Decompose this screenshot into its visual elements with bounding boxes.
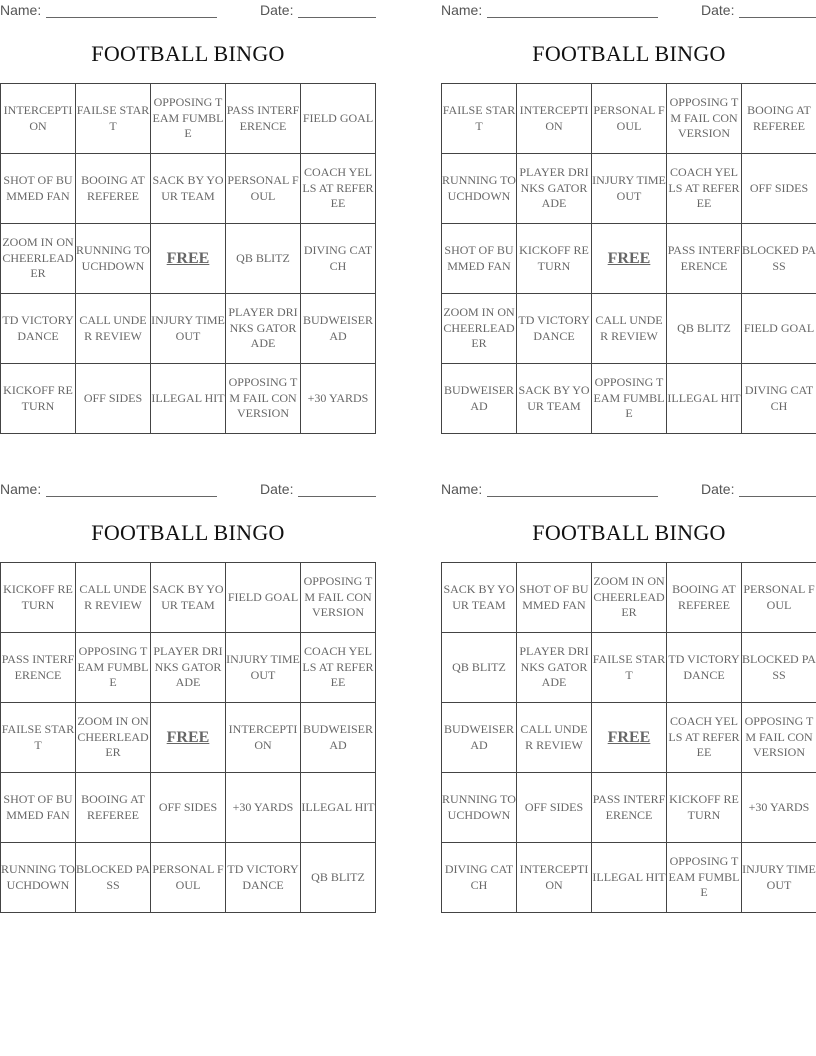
bingo-cell: RUNNING TOUCHDOWN [442, 773, 517, 843]
bingo-cell: COACH YELLS AT REFEREE [667, 703, 742, 773]
bingo-cell: PERSONAL FOUL [592, 84, 667, 154]
bingo-cell: OPPOSING TM FAIL CONVERSION [301, 563, 376, 633]
bingo-cell: FAILSE START [76, 84, 151, 154]
bingo-cell: ILLEGAL HIT [301, 773, 376, 843]
bingo-cell: DIVING CATCH [301, 224, 376, 294]
date-label: Date: [701, 481, 735, 497]
bingo-cell: ZOOM IN ON CHEERLEADER [76, 703, 151, 773]
bingo-cell: INTERCEPTION [517, 84, 592, 154]
bingo-cell: BOOING AT REFEREE [76, 773, 151, 843]
bingo-cell: COACH YELLS AT REFEREE [301, 154, 376, 224]
bingo-grid [0, 562, 376, 913]
bingo-cell: QB BLITZ [667, 294, 742, 364]
date-label: Date: [260, 481, 294, 497]
bingo-grid [0, 83, 376, 434]
bingo-row [1, 633, 376, 703]
bingo-cell: QB BLITZ [442, 633, 517, 703]
bingo-cell: BOOING AT REFEREE [76, 154, 151, 224]
bingo-cell: FIELD GOAL [301, 84, 376, 154]
bingo-cell: SHOT OF BUMMED FAN [1, 773, 76, 843]
card-title: FOOTBALL BINGO [91, 520, 285, 545]
name-blank-line [487, 496, 658, 497]
name-blank-line [487, 17, 658, 18]
bingo-cell: ILLEGAL HIT [151, 364, 226, 434]
bingo-cell: OPPOSING TM FAIL CONVERSION [226, 364, 301, 434]
bingo-cell: INTERCEPTION [1, 84, 76, 154]
bingo-cell: KICKOFF RETURN [1, 563, 76, 633]
bingo-cell: BUDWEISER AD [301, 294, 376, 364]
bingo-cell: BLOCKED PASS [742, 224, 816, 294]
free-space-cell: FREE [151, 703, 226, 773]
bingo-cell: PLAYER DRINKS GATORADE [517, 154, 592, 224]
bingo-row [442, 703, 816, 773]
bingo-cell: ZOOM IN ON CHEERLEADER [1, 224, 76, 294]
bingo-cell: OPPOSING TEAM FUMBLE [76, 633, 151, 703]
card-header [441, 479, 816, 501]
bingo-cell: TD VICTORY DANCE [226, 843, 301, 913]
bingo-cell: BUDWEISER AD [442, 364, 517, 434]
bingo-cell: CALL UNDER REVIEW [76, 563, 151, 633]
bingo-cell: PASS INTERFERENCE [1, 633, 76, 703]
bingo-cell: TD VICTORY DANCE [667, 633, 742, 703]
bingo-cell: TD VICTORY DANCE [517, 294, 592, 364]
name-blank-line [46, 496, 217, 497]
bingo-cell: OFF SIDES [517, 773, 592, 843]
bingo-cell: BLOCKED PASS [76, 843, 151, 913]
bingo-cell: PLAYER DRINKS GATORADE [517, 633, 592, 703]
card-header [441, 0, 816, 22]
bingo-row [442, 84, 816, 154]
bingo-cell: BUDWEISER AD [301, 703, 376, 773]
bingo-cell: BUDWEISER AD [442, 703, 517, 773]
bingo-row [1, 563, 376, 633]
bingo-row [442, 633, 816, 703]
bingo-cell: SACK BY YOUR TEAM [442, 563, 517, 633]
bingo-row [442, 773, 816, 843]
name-label: Name: [0, 481, 42, 497]
bingo-cell: FAILSE START [442, 84, 517, 154]
free-space-cell: FREE [592, 224, 667, 294]
bingo-cell: FIELD GOAL [742, 294, 816, 364]
bingo-card [441, 479, 816, 900]
bingo-cell: ILLEGAL HIT [592, 843, 667, 913]
bingo-cell: KICKOFF RETURN [1, 364, 76, 434]
bingo-cell: KICKOFF RETURN [517, 224, 592, 294]
card-header [0, 479, 376, 501]
bingo-cell: FIELD GOAL [226, 563, 301, 633]
bingo-cell: INJURY TIME OUT [226, 633, 301, 703]
bingo-card [441, 0, 816, 421]
date-label: Date: [260, 2, 294, 18]
bingo-row [442, 364, 816, 434]
free-space-cell: FREE [151, 224, 226, 294]
bingo-cell: PASS INTERFERENCE [226, 84, 301, 154]
card-title: FOOTBALL BINGO [532, 41, 726, 66]
bingo-row [1, 703, 376, 773]
date-blank-line [298, 496, 376, 497]
date-blank-line [739, 17, 816, 18]
bingo-cell: PERSONAL FOUL [151, 843, 226, 913]
bingo-row [1, 294, 376, 364]
bingo-cell: ZOOM IN ON CHEERLEADER [592, 563, 667, 633]
card-title: FOOTBALL BINGO [532, 520, 726, 545]
date-blank-line [298, 17, 376, 18]
bingo-cell: OPPOSING TM FAIL CONVERSION [742, 703, 816, 773]
bingo-cell: INTERCEPTION [226, 703, 301, 773]
bingo-cell: PLAYER DRINKS GATORADE [151, 633, 226, 703]
bingo-row [1, 843, 376, 913]
date-blank-line [739, 496, 816, 497]
bingo-cell: DIVING CATCH [742, 364, 816, 434]
bingo-cell: RUNNING TOUCHDOWN [1, 843, 76, 913]
bingo-row [442, 843, 816, 913]
bingo-row [442, 154, 816, 224]
bingo-cell: OFF SIDES [76, 364, 151, 434]
bingo-cell: QB BLITZ [301, 843, 376, 913]
bingo-cell: INJURY TIME OUT [742, 843, 816, 913]
bingo-cell: PLAYER DRINKS GATORADE [226, 294, 301, 364]
bingo-cell: OPPOSING TEAM FUMBLE [151, 84, 226, 154]
free-space-cell: FREE [592, 703, 667, 773]
bingo-cell: PERSONAL FOUL [226, 154, 301, 224]
bingo-cell: SACK BY YOUR TEAM [517, 364, 592, 434]
bingo-cell: CALL UNDER REVIEW [76, 294, 151, 364]
bingo-cell: INTERCEPTION [517, 843, 592, 913]
bingo-row [1, 84, 376, 154]
bingo-grid [441, 83, 816, 434]
bingo-row [1, 773, 376, 843]
bingo-cell: COACH YELLS AT REFEREE [301, 633, 376, 703]
bingo-cell: RUNNING TOUCHDOWN [76, 224, 151, 294]
bingo-cell: +30 YARDS [301, 364, 376, 434]
bingo-cell: BLOCKED PASS [742, 633, 816, 703]
bingo-cell: RUNNING TOUCHDOWN [442, 154, 517, 224]
bingo-cell: OPPOSING TM FAIL CONVERSION [667, 84, 742, 154]
bingo-cell: TD VICTORY DANCE [1, 294, 76, 364]
bingo-row [442, 224, 816, 294]
bingo-cell: BOOING AT REFEREE [667, 563, 742, 633]
bingo-row [1, 154, 376, 224]
bingo-grid [441, 562, 816, 913]
bingo-cell: +30 YARDS [742, 773, 816, 843]
bingo-cell: OFF SIDES [151, 773, 226, 843]
name-label: Name: [441, 2, 483, 18]
name-label: Name: [441, 481, 483, 497]
bingo-cell: CALL UNDER REVIEW [517, 703, 592, 773]
name-label: Name: [0, 2, 42, 18]
bingo-cell: SHOT OF BUMMED FAN [1, 154, 76, 224]
bingo-cell: FAILSE START [592, 633, 667, 703]
bingo-card [0, 0, 376, 421]
bingo-cell: OPPOSING TEAM FUMBLE [592, 364, 667, 434]
date-label: Date: [701, 2, 735, 18]
bingo-cell: KICKOFF RETURN [667, 773, 742, 843]
bingo-cell: SACK BY YOUR TEAM [151, 563, 226, 633]
bingo-cell: QB BLITZ [226, 224, 301, 294]
bingo-row [442, 294, 816, 364]
card-title: FOOTBALL BINGO [91, 41, 285, 66]
bingo-cell: PASS INTERFERENCE [667, 224, 742, 294]
bingo-cell: SHOT OF BUMMED FAN [442, 224, 517, 294]
bingo-cell: OFF SIDES [742, 154, 816, 224]
bingo-row [442, 563, 816, 633]
bingo-row [1, 224, 376, 294]
bingo-cell: BOOING AT REFEREE [742, 84, 816, 154]
bingo-cell: INJURY TIME OUT [592, 154, 667, 224]
bingo-cell: +30 YARDS [226, 773, 301, 843]
bingo-cell: INJURY TIME OUT [151, 294, 226, 364]
bingo-cell: ILLEGAL HIT [667, 364, 742, 434]
bingo-card [0, 479, 376, 892]
bingo-cell: SACK BY YOUR TEAM [151, 154, 226, 224]
bingo-cell: ZOOM IN ON CHEERLEADER [442, 294, 517, 364]
bingo-cell: FAILSE START [1, 703, 76, 773]
bingo-cell: DIVING CATCH [442, 843, 517, 913]
bingo-row [1, 364, 376, 434]
bingo-cell: CALL UNDER REVIEW [592, 294, 667, 364]
card-header [0, 0, 376, 22]
bingo-cell: OPPOSING TEAM FUMBLE [667, 843, 742, 913]
name-blank-line [46, 17, 217, 18]
bingo-cell: PASS INTERFERENCE [592, 773, 667, 843]
bingo-cell: COACH YELLS AT REFEREE [667, 154, 742, 224]
bingo-cell: PERSONAL FOUL [742, 563, 816, 633]
bingo-cell: SHOT OF BUMMED FAN [517, 563, 592, 633]
